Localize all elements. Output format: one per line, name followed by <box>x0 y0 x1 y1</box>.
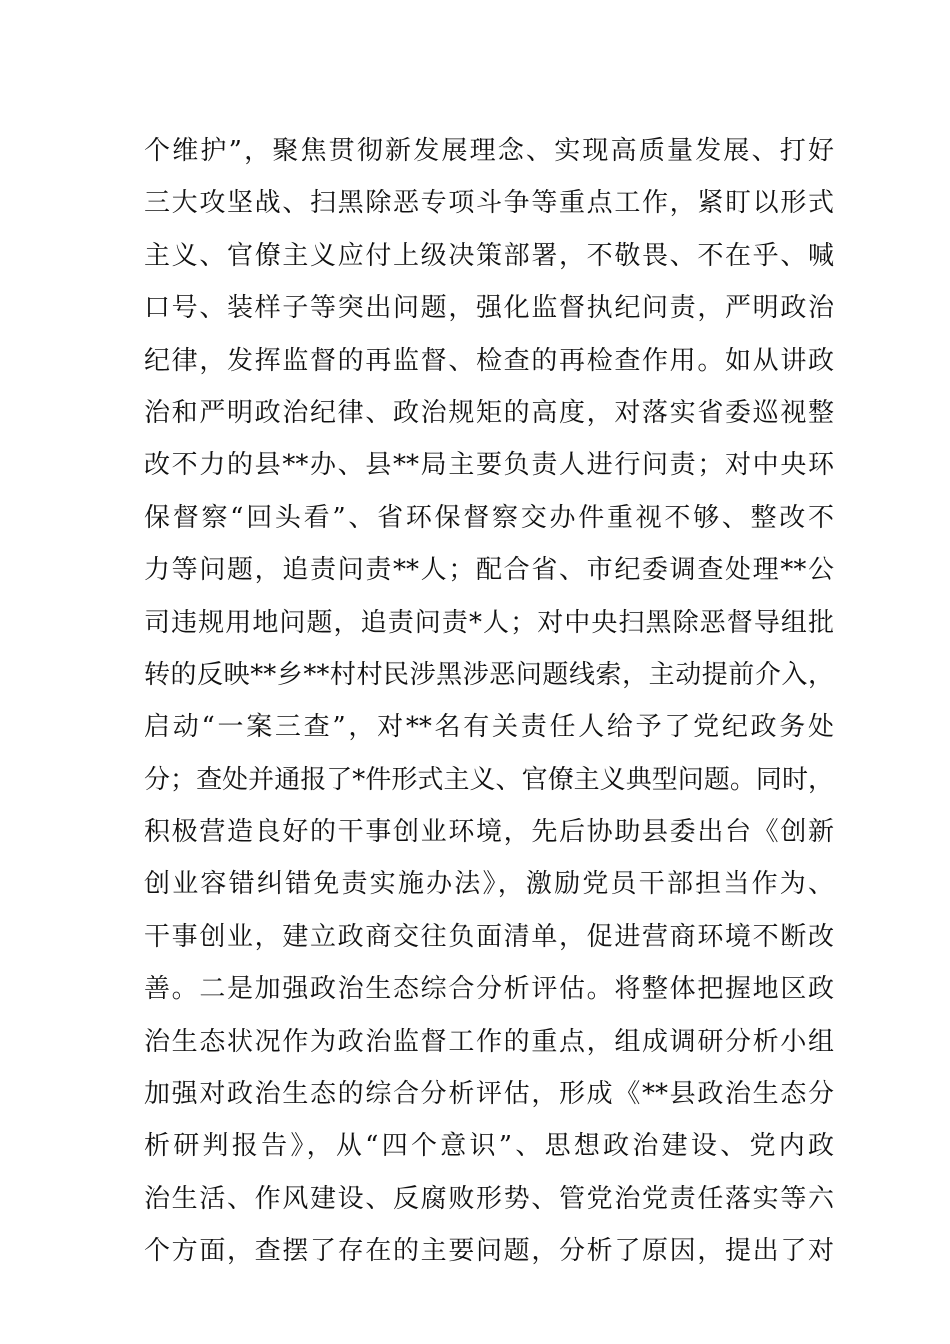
text-line: 治生活、作风建设、反腐败形势、管党治党责任落实等六 <box>144 1183 834 1214</box>
text-line: 力等问题，追责问责**人；配合省、市纪委调查处理**公 <box>144 555 834 586</box>
body-paragraph <box>144 125 834 1278</box>
text-line: 治和严明政治纪律、政治规矩的高度，对落实省委巡视整 <box>144 397 834 428</box>
text-line: 干事创业，建立政商交往负面清单，促进营商环境不断改 <box>144 921 834 952</box>
text-line: 善。二是加强政治生态综合分析评估。将整体把握地区政 <box>144 974 834 1005</box>
text-line: 司违规用地问题，追责问责*人；对中央扫黑除恶督导组批 <box>144 607 834 638</box>
text-line: 启动“一案三查”，对**名有关责任人给予了党纪政务处 <box>144 712 834 743</box>
text-line: 个方面，查摆了存在的主要问题，分析了原因，提出了对 <box>144 1236 834 1267</box>
text-line: 保督察“回头看”、省环保督察交办件重视不够、整改不 <box>144 502 834 533</box>
text-line: 分；查处并通报了*件形式主义、官僚主义典型问题。同时， <box>144 764 834 795</box>
text-line: 三大攻坚战、扫黑除恶专项斗争等重点工作，紧盯以形式 <box>144 188 834 219</box>
text-line: 改不力的县**办、县**局主要负责人进行问责；对中央环 <box>144 450 834 481</box>
text-line: 积极营造良好的干事创业环境，先后协助县委出台《创新 <box>144 817 834 848</box>
text-line: 个维护”，聚焦贯彻新发展理念、实现高质量发展、打好 <box>144 136 834 166</box>
text-line: 转的反映**乡**村村民涉黑涉恶问题线索，主动提前介入， <box>144 659 834 690</box>
text-line: 析研判报告》，从“四个意识”、思想政治建设、党内政 <box>144 1131 834 1162</box>
text-line: 主义、官僚主义应付上级决策部署，不敬畏、不在乎、喊 <box>144 240 834 271</box>
text-line: 创业容错纠错免责实施办法》，激励党员干部担当作为、 <box>144 869 834 900</box>
text-line: 纪律，发挥监督的再监督、检查的再检查作用。如从讲政 <box>144 345 834 376</box>
text-line: 加强对政治生态的综合分析评估，形成《**县政治生态分 <box>144 1079 834 1110</box>
text-line: 口号、装样子等突出问题，强化监督执纪问责，严明政治 <box>144 293 834 324</box>
text-line: 治生态状况作为政治监督工作的重点，组成调研分析小组 <box>144 1026 834 1057</box>
